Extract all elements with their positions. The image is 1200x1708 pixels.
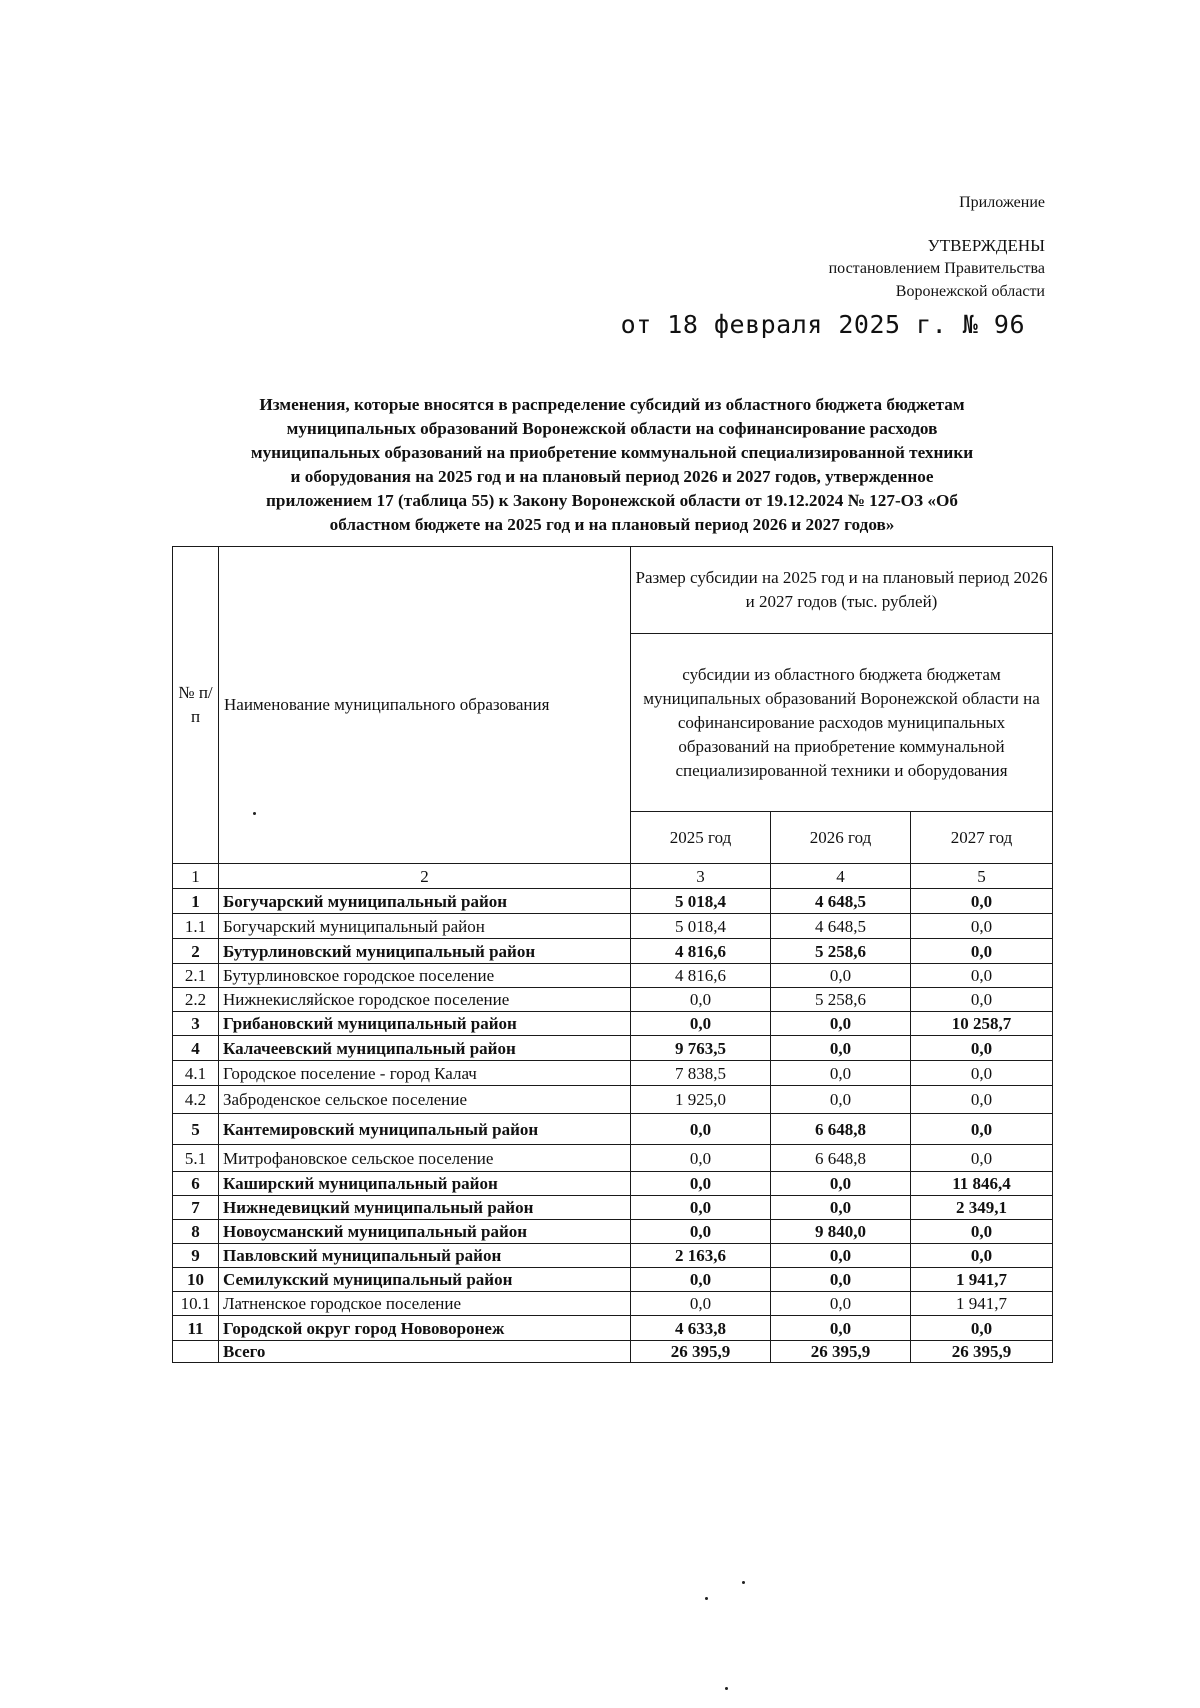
value-2027: 0,0	[911, 1036, 1053, 1061]
table-row	[173, 964, 1053, 988]
value-2026: 0,0	[771, 1172, 911, 1196]
value-2025: 0,0	[631, 1114, 771, 1145]
value-2026: 0,0	[771, 1061, 911, 1086]
value-2025: 0,0	[631, 1012, 771, 1036]
table-row	[173, 1268, 1053, 1292]
value-2025: 0,0	[631, 1172, 771, 1196]
table-row	[173, 1341, 1053, 1363]
value-2027: 2 349,1	[911, 1196, 1053, 1220]
title-line-6: областном бюджете на 2025 год и на плановый период 2026 и 2027 годов»	[329, 515, 895, 534]
row-number: 2	[173, 939, 219, 964]
municipality-name: Митрофановское сельское поселение	[219, 1145, 631, 1172]
row-number: 4.2	[173, 1086, 219, 1114]
municipality-name: Городской округ город Нововоронеж	[219, 1316, 631, 1341]
table-row	[173, 889, 1053, 914]
column-number: 2	[219, 864, 631, 889]
document-title	[172, 393, 1052, 537]
approval-block	[829, 234, 1045, 303]
value-2026: 5 258,6	[771, 988, 911, 1012]
value-2027: 0,0	[911, 1244, 1053, 1268]
column-number: 3	[631, 864, 771, 889]
value-2027: 0,0	[911, 1061, 1053, 1086]
row-number: 4.1	[173, 1061, 219, 1086]
header-year-2027: 2027 год	[911, 812, 1053, 864]
scan-dot	[742, 1581, 745, 1584]
value-2026: 0,0	[771, 1268, 911, 1292]
appendix-text: Приложение	[959, 194, 1045, 211]
value-2026: 0,0	[771, 1316, 911, 1341]
subsidy-distribution-table	[172, 546, 1053, 1363]
value-2025: 5 018,4	[631, 889, 771, 914]
approved-by-line-2: Воронежской области	[895, 283, 1045, 300]
appendix-label	[959, 191, 1045, 214]
municipality-name: Кантемировский муниципальный район	[219, 1114, 631, 1145]
row-number: 11	[173, 1316, 219, 1341]
municipality-name: Каширский муниципальный район	[219, 1172, 631, 1196]
value-2026: 0,0	[771, 1012, 911, 1036]
municipality-name: Павловский муниципальный район	[219, 1244, 631, 1268]
column-numbers-row	[173, 864, 1053, 889]
value-2025: 7 838,5	[631, 1061, 771, 1086]
value-2025: 4 633,8	[631, 1316, 771, 1341]
row-number: 1.1	[173, 914, 219, 939]
municipality-name: Латненское городское поселение	[219, 1292, 631, 1316]
value-2027: 10 258,7	[911, 1012, 1053, 1036]
column-number: 1	[173, 864, 219, 889]
value-2026: 0,0	[771, 1086, 911, 1114]
municipality-name: Семилукский муниципальный район	[219, 1268, 631, 1292]
title-line-4: и оборудования на 2025 год и на плановый период 2026 и 2027 годов, утвержденное	[290, 467, 934, 486]
decree-date-stamp: от 18 февраля 2025 г. № 96	[620, 310, 1025, 339]
column-number: 5	[911, 864, 1053, 889]
value-2025: 4 816,6	[631, 964, 771, 988]
row-number: 10	[173, 1268, 219, 1292]
value-2027: 0,0	[911, 1086, 1053, 1114]
value-2027: 0,0	[911, 1220, 1053, 1244]
row-number: 10.1	[173, 1292, 219, 1316]
row-number: 3	[173, 1012, 219, 1036]
value-2027: 0,0	[911, 889, 1053, 914]
table-row	[173, 1172, 1053, 1196]
municipality-name: Грибановский муниципальный район	[219, 1012, 631, 1036]
value-2026: 4 648,5	[771, 889, 911, 914]
table-row	[173, 1244, 1053, 1268]
table-row	[173, 1061, 1053, 1086]
value-2026: 0,0	[771, 1292, 911, 1316]
value-2025: 5 018,4	[631, 914, 771, 939]
value-2027: 0,0	[911, 914, 1053, 939]
scan-dot	[725, 1687, 728, 1690]
value-2026: 26 395,9	[771, 1341, 911, 1363]
table-row	[173, 1114, 1053, 1145]
municipality-name: Бутурлиновское городское поселение	[219, 964, 631, 988]
table-row	[173, 914, 1053, 939]
table-row	[173, 939, 1053, 964]
table-row	[173, 1086, 1053, 1114]
municipality-name: Городское поселение - город Калач	[219, 1061, 631, 1086]
value-2027: 0,0	[911, 988, 1053, 1012]
table-row	[173, 1220, 1053, 1244]
header-number: № п/п	[173, 547, 219, 864]
header-subsidy-size: Размер субсидии на 2025 год и на плановый период 2026 и 2027 годов (тыс. рублей)	[631, 547, 1053, 634]
municipality-name: Богучарский муниципальный район	[219, 889, 631, 914]
row-number: 9	[173, 1244, 219, 1268]
approved-heading: УТВЕРЖДЕНЫ	[927, 236, 1045, 255]
row-number: 2.2	[173, 988, 219, 1012]
municipality-name: Бутурлиновский муниципальный район	[219, 939, 631, 964]
table-row	[173, 988, 1053, 1012]
table-row	[173, 1145, 1053, 1172]
row-number: 6	[173, 1172, 219, 1196]
title-line-2: муниципальных образований Воронежской области на софинансирование расходов	[286, 419, 938, 438]
value-2025: 26 395,9	[631, 1341, 771, 1363]
value-2027: 26 395,9	[911, 1341, 1053, 1363]
municipality-name: Новоусманский муниципальный район	[219, 1220, 631, 1244]
header-year-2026: 2026 год	[771, 812, 911, 864]
value-2027: 0,0	[911, 1114, 1053, 1145]
value-2026: 4 648,5	[771, 914, 911, 939]
value-2025: 1 925,0	[631, 1086, 771, 1114]
title-line-3: муниципальных образований на приобретение коммунальной специализированной техники	[250, 443, 974, 462]
header-municipality-name: Наименование муниципального образования	[219, 547, 631, 864]
table-row	[173, 1036, 1053, 1061]
municipality-name: Богучарский муниципальный район	[219, 914, 631, 939]
table-row	[173, 1012, 1053, 1036]
scan-dot	[705, 1597, 708, 1600]
value-2025: 0,0	[631, 1145, 771, 1172]
row-number: 1	[173, 889, 219, 914]
header-subsidy-description: субсидии из областного бюджета бюджетам муниципальных образований Воронежской области на софинансирование расходов муниципальных образований на приобретение коммунальной специализированной техники и оборудования	[631, 634, 1053, 812]
value-2027: 11 846,4	[911, 1172, 1053, 1196]
value-2025: 0,0	[631, 1196, 771, 1220]
value-2027: 0,0	[911, 1316, 1053, 1341]
value-2027: 1 941,7	[911, 1292, 1053, 1316]
value-2025: 0,0	[631, 1292, 771, 1316]
municipality-name: Нижнедевицкий муниципальный район	[219, 1196, 631, 1220]
header-row-1	[173, 547, 1053, 634]
value-2025: 0,0	[631, 1220, 771, 1244]
row-number: 2.1	[173, 964, 219, 988]
value-2027: 0,0	[911, 964, 1053, 988]
value-2025: 9 763,5	[631, 1036, 771, 1061]
row-number: 8	[173, 1220, 219, 1244]
column-number: 4	[771, 864, 911, 889]
value-2025: 2 163,6	[631, 1244, 771, 1268]
value-2025: 0,0	[631, 1268, 771, 1292]
value-2025: 0,0	[631, 988, 771, 1012]
value-2026: 0,0	[771, 1244, 911, 1268]
value-2025: 4 816,6	[631, 939, 771, 964]
value-2026: 0,0	[771, 964, 911, 988]
title-line-5: приложением 17 (таблица 55) к Закону Воронежской области от 19.12.2024 № 127-ОЗ «Об	[266, 491, 958, 510]
scan-dot	[253, 812, 256, 815]
table-row	[173, 1316, 1053, 1341]
row-number: 4	[173, 1036, 219, 1061]
table-row	[173, 1196, 1053, 1220]
value-2027: 1 941,7	[911, 1268, 1053, 1292]
row-number: 5.1	[173, 1145, 219, 1172]
value-2026: 6 648,8	[771, 1114, 911, 1145]
value-2026: 0,0	[771, 1196, 911, 1220]
municipality-name: Нижнекисляйское городское поселение	[219, 988, 631, 1012]
value-2027: 0,0	[911, 939, 1053, 964]
value-2027: 0,0	[911, 1145, 1053, 1172]
table-row	[173, 1292, 1053, 1316]
value-2026: 9 840,0	[771, 1220, 911, 1244]
row-number: 5	[173, 1114, 219, 1145]
title-line-1: Изменения, которые вносятся в распределение субсидий из областного бюджета бюджетам	[259, 395, 965, 414]
value-2026: 5 258,6	[771, 939, 911, 964]
municipality-name: Всего	[219, 1341, 631, 1363]
row-number: 7	[173, 1196, 219, 1220]
municipality-name: Заброденское сельское поселение	[219, 1086, 631, 1114]
value-2026: 0,0	[771, 1036, 911, 1061]
header-year-2025: 2025 год	[631, 812, 771, 864]
municipality-name: Калачеевский муниципальный район	[219, 1036, 631, 1061]
row-number	[173, 1341, 219, 1363]
approved-by-line-1: постановлением Правительства	[828, 260, 1045, 277]
value-2026: 6 648,8	[771, 1145, 911, 1172]
